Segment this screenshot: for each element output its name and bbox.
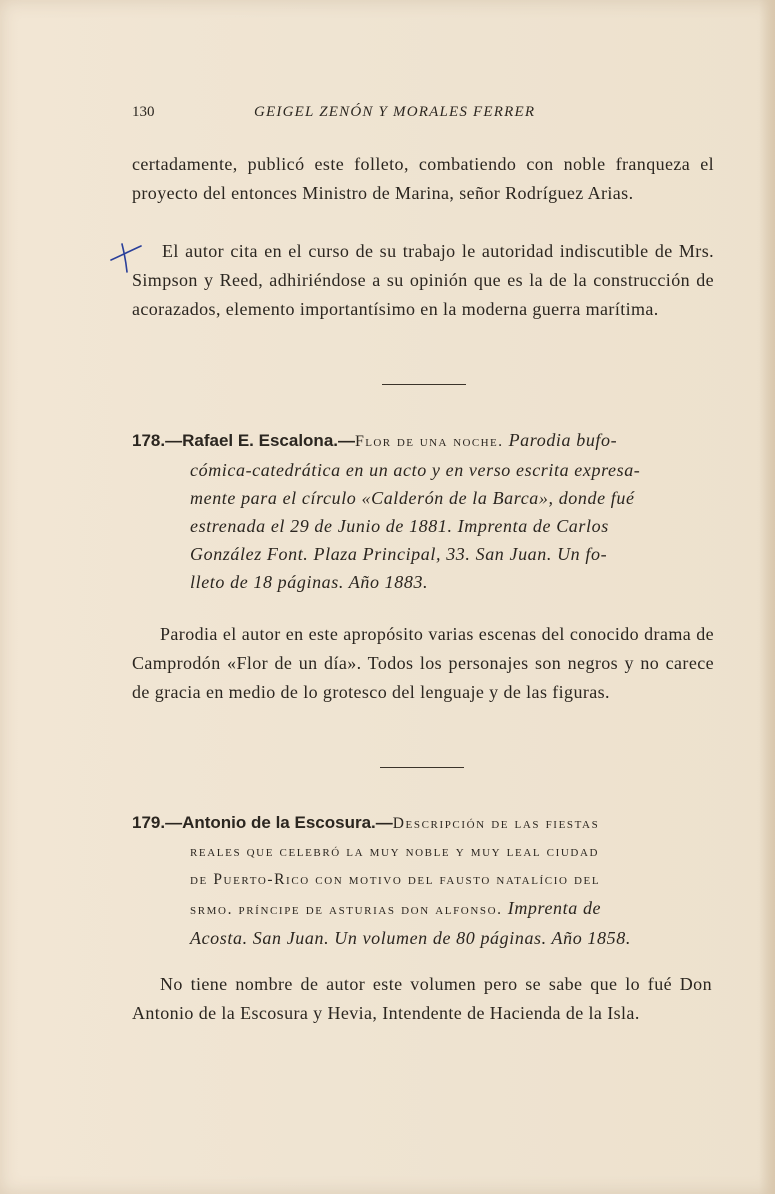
entry-subtitle-start: Parodia bufo- (503, 430, 618, 450)
entry-178-description: Parodia el autor en este apropósito varias escenas del conocido drama de Camprodón «Flor de un día». Todos los personajes son negros y no carece de gracia en medio de lo grotesco del lenguaje y de las figuras. (132, 624, 714, 702)
entry-179-title-line: de Puerto-Rico con motivo del fausto natalício del (190, 871, 601, 888)
entry-179 (132, 808, 714, 952)
running-head: GEIGEL ZENÓN Y MORALES FERRER (254, 104, 536, 120)
intro-paragraph-1: certadamente, publicó este folleto, combatiendo con noble franqueza el proyecto del entonces Ministro de Marina, señor Rodríguez Arias. (132, 154, 714, 203)
entry-179-first-line (132, 808, 714, 838)
entry-title: Flor de una noche. (355, 433, 504, 450)
entry-178-line: cómica-catedrática en un acto y en verso escrita expresa- (190, 460, 641, 480)
section-divider (380, 767, 464, 768)
page-number: 130 (132, 104, 155, 120)
entry-author: Rafael E. Escalona.— (182, 431, 355, 450)
intro-paragraph-2: El autor cita en el curso de su trabajo le autoridad indiscutible de Mrs. Simpson y Reed, adhiriéndose a su opinión que es la de la construcción de acorazados, elemento importantísimo en la moderna guerra marítima. (132, 241, 714, 319)
entry-178-line: estrenada el 29 de Junio de 1881. Imprenta de Carlos (190, 516, 609, 536)
page-header (132, 104, 612, 128)
entry-179-title-line-3 (132, 894, 714, 924)
entry-author: Antonio de la Escosura.— (182, 813, 393, 832)
entry-178-line: González Font. Plaza Principal, 33. San Juan. Un fo- (190, 544, 608, 564)
entry-179-imprint: Acosta. San Juan. Un volumen de 80 páginas. Año 1858. (190, 928, 631, 948)
entry-178-first-line (132, 426, 714, 456)
entry-179-title-end: srmo. príncipe de asturias don alfonso. (190, 901, 503, 918)
entry-title: Descripción de las fiestas (392, 815, 600, 832)
entry-178-line: lleto de 18 páginas. Año 1883. (190, 572, 429, 592)
entry-179-title-line: reales que celebró la muy noble y muy leal ciudad (190, 843, 600, 860)
page-edge (759, 0, 775, 1194)
entry-178 (132, 426, 714, 596)
entry-179-description: No tiene nombre de autor este volumen pero se sabe que lo fué Don Antonio de la Escosura y Hevia, Intendente de Hacienda de la Isla. (132, 974, 712, 1023)
entry-number: 178.— (132, 431, 183, 450)
entry-number: 179.— (132, 813, 183, 832)
entry-178-line: mente para el círculo «Calderón de la Barca», donde fué (190, 488, 635, 508)
section-divider (382, 384, 466, 385)
entry-179-imprint-start: Imprenta de (502, 898, 602, 918)
